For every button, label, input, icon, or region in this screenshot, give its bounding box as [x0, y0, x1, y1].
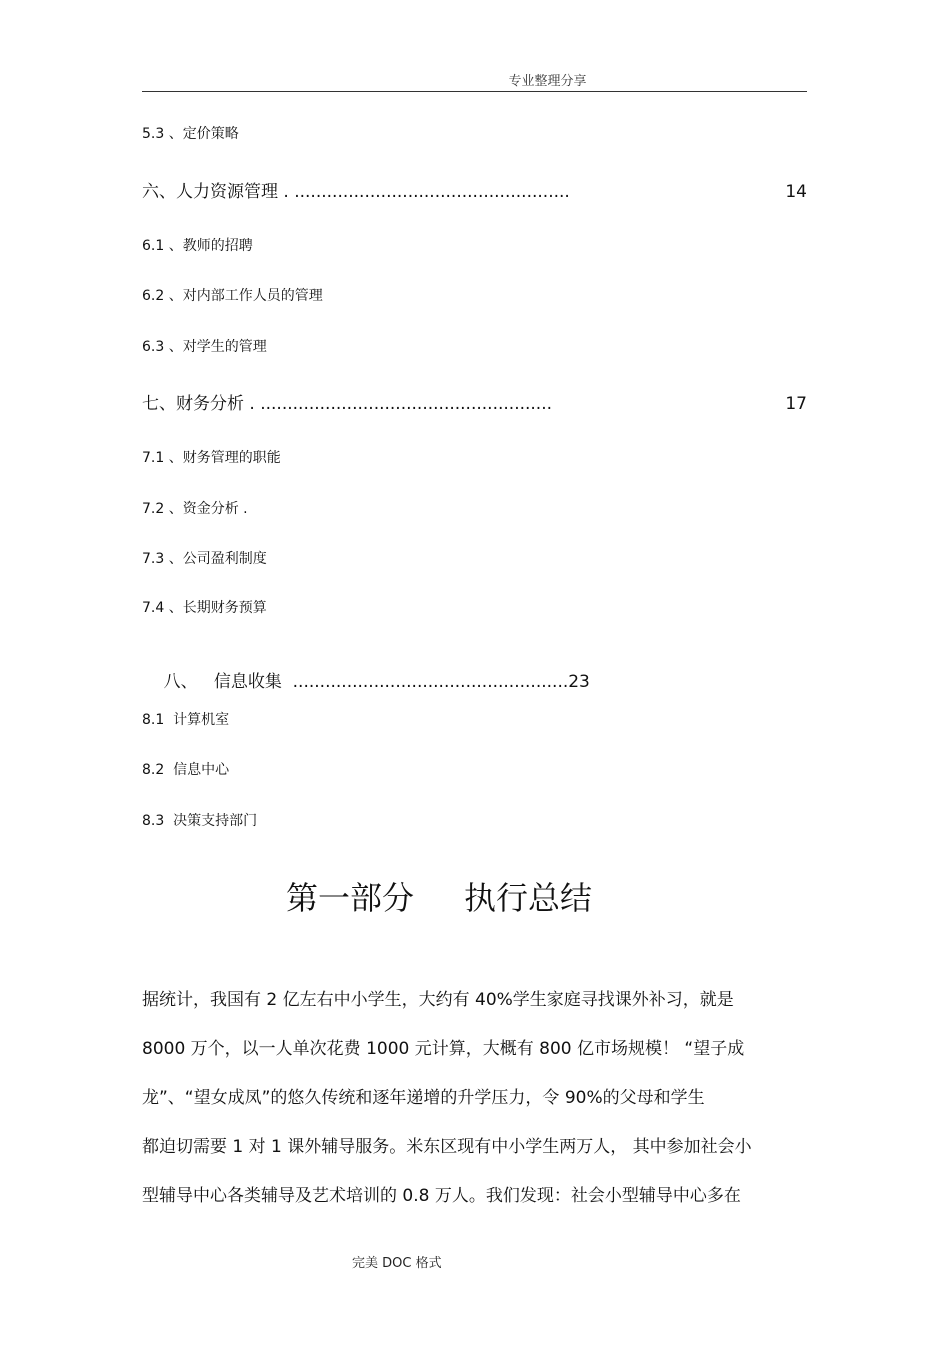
toc-item-6-1: 6.1 、教师的招聘: [142, 238, 253, 254]
header-text: 专业整理分享: [508, 74, 587, 89]
toc-chapter-6-label: 六、人力资源管理: [142, 182, 278, 202]
part-title-number: 第一部分: [286, 879, 415, 917]
toc-item-8-3: 8.3 决策支持部门: [142, 813, 258, 829]
toc-chapter-7-label: 七、财务分析: [142, 394, 244, 414]
toc-item-8-2: 8.2 信息中心: [142, 762, 230, 778]
toc-chapter-7-leader: . ......................................................: [244, 394, 553, 414]
toc-chapter-7-page: 17: [785, 394, 807, 414]
summary-line: 都迫切需要 1 对 1 课外辅导服务。米东区现有中小学生两万人， 其中参加社会小: [142, 1137, 752, 1157]
executive-summary-paragraph: [142, 976, 807, 1221]
page-footer: 完美 DOC 格式: [352, 1256, 442, 1271]
toc-chapter-8-label: 八、 信息收集: [163, 672, 282, 692]
header-divider: [142, 91, 807, 92]
toc-chapter-8-leader: ...................................................23: [281, 672, 590, 692]
toc-item-7-1: 7.1 、财务管理的职能: [142, 450, 281, 466]
toc-item-7-3: 7.3 、公司盈利制度: [142, 551, 267, 567]
summary-line: 龙”、“望女成凤”的悠久传统和逐年递增的升学压力，令 90%的父母和学生: [142, 1088, 705, 1108]
part-title: [286, 879, 593, 917]
toc-chapter-6-page: 14: [785, 182, 807, 202]
toc-chapter-6-leader: . ...................................................: [278, 182, 570, 202]
toc-chapter-7: [142, 396, 552, 413]
toc-item-6-2: 6.2 、对内部工作人员的管理: [142, 288, 323, 304]
toc-chapter-8: [142, 657, 590, 708]
summary-line: 型辅导中心各类辅导及艺术培训的 0.8 万人。我们发现：社会小型辅导中心多在: [142, 1186, 741, 1206]
summary-line: 据统计，我国有 2 亿左右中小学生，大约有 40%学生家庭寻找课外补习，就是: [142, 990, 734, 1010]
toc-item-7-2: 7.2 、资金分析 .: [142, 501, 248, 517]
toc-chapter-6: [142, 184, 570, 201]
toc-item-6-3: 6.3 、对学生的管理: [142, 339, 267, 355]
part-title-name: 执行总结: [464, 879, 593, 917]
summary-line: 8000 万个，以一人单次花费 1000 元计算，大概有 800 亿市场规模！ “望子成: [142, 1039, 745, 1059]
toc-item-7-4: 7.4 、长期财务预算: [142, 600, 267, 616]
toc-item-8-1: 8.1 计算机室: [142, 712, 230, 728]
toc-item-5-3: 5.3 、定价策略: [142, 126, 239, 142]
